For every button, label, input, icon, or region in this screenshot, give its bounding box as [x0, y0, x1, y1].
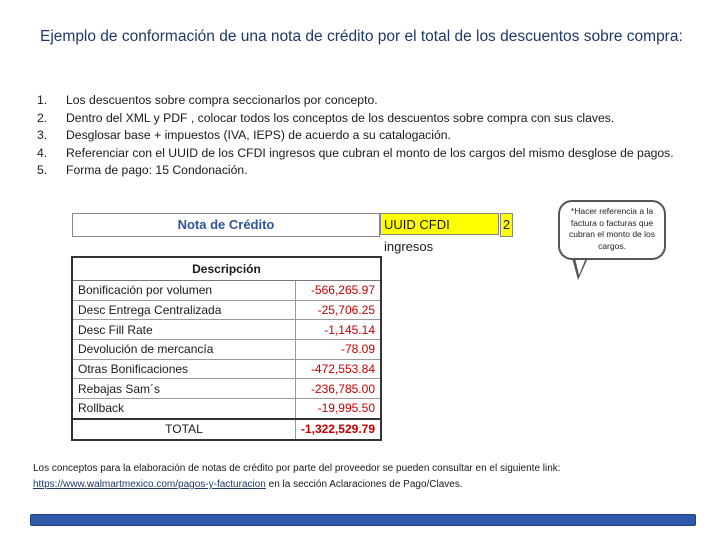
total-row: [72, 419, 381, 440]
step-text: Referenciar con el UUID de los CFDI ingresos que cubran el monto de los cargos del mismo desglose de pagos.: [66, 145, 674, 160]
footer-line-2: [33, 477, 561, 493]
row-value: -566,265.97: [295, 281, 381, 301]
bottom-bar: [30, 514, 696, 526]
step-text: Desglosar base + impuestos (IVA, IEPS) de acuerdo a su catalogación.: [66, 128, 451, 142]
page-title: Ejemplo de conformación de una nota de crédito por el total de los descuentos sobre compra:: [40, 28, 683, 45]
nota-credito-header: Nota de Crédito: [72, 213, 380, 237]
steps-list: [37, 92, 674, 180]
column-header: Descripción: [72, 257, 381, 281]
row-label: Rollback: [72, 399, 295, 419]
row-value: -472,553.84: [295, 359, 381, 379]
list-item: [37, 162, 674, 180]
row-label: Rebajas Sam´s: [72, 379, 295, 399]
walmart-link[interactable]: https://www.walmartmexico.com/pagos-y-facturacion: [33, 479, 266, 490]
list-item: [37, 92, 674, 110]
list-item: [37, 110, 674, 128]
table-row: [72, 300, 381, 320]
uuid-count: 2: [500, 213, 513, 237]
discounts-table: [71, 256, 382, 441]
list-item: [37, 127, 674, 145]
step-text: Forma de pago: 15 Condonación.: [66, 163, 248, 177]
row-label: Bonificación por volumen: [72, 281, 295, 301]
total-label: TOTAL: [72, 419, 295, 440]
table-row: [72, 320, 381, 340]
step-text: Dentro del XML y PDF , colocar todos los conceptos de los descuentos sobre compra con sus claves.: [66, 110, 615, 125]
row-value: -25,706.25: [295, 300, 381, 320]
footer-line: Los conceptos para la elaboración de notas de crédito por parte del proveedor se pueden consultar en el siguiente link:: [33, 463, 561, 474]
list-item: [37, 145, 674, 163]
table-row: [72, 359, 381, 379]
uuid-header: UUID CFDI ingresos: [380, 213, 499, 235]
table-row: [72, 379, 381, 399]
total-value: -1,322,529.79: [295, 419, 381, 440]
table-row: [72, 399, 381, 419]
callout-tail-inner: [575, 258, 586, 275]
row-label: Otras Bonificaciones: [72, 359, 295, 379]
step-number: 1.: [37, 93, 48, 107]
footer-suffix: en la sección Aclaraciones de Pago/Claves.: [265, 479, 463, 490]
row-value: -19,995.50: [295, 399, 381, 419]
footer-note: [33, 461, 561, 493]
row-label: Desc Entrega Centralizada: [72, 300, 295, 320]
table-header-row: [72, 257, 381, 281]
step-number: 2.: [37, 110, 48, 125]
row-label: Devolución de mercancía: [72, 340, 295, 360]
row-value: -78.09: [295, 340, 381, 360]
row-label: Desc Fill Rate: [72, 320, 295, 340]
callout-bubble: *Hacer referencia a la factura o facturas que cubran el monto de los cargos.: [558, 200, 666, 260]
table-row: [72, 281, 381, 301]
row-value: -236,785.00: [295, 379, 381, 399]
step-text: Los descuentos sobre compra seccionarlos por concepto.: [66, 93, 378, 107]
row-value: -1,145.14: [295, 320, 381, 340]
step-number: 5.: [37, 163, 48, 177]
step-number: 3.: [37, 128, 48, 142]
table-row: [72, 340, 381, 360]
step-number: 4.: [37, 145, 48, 160]
